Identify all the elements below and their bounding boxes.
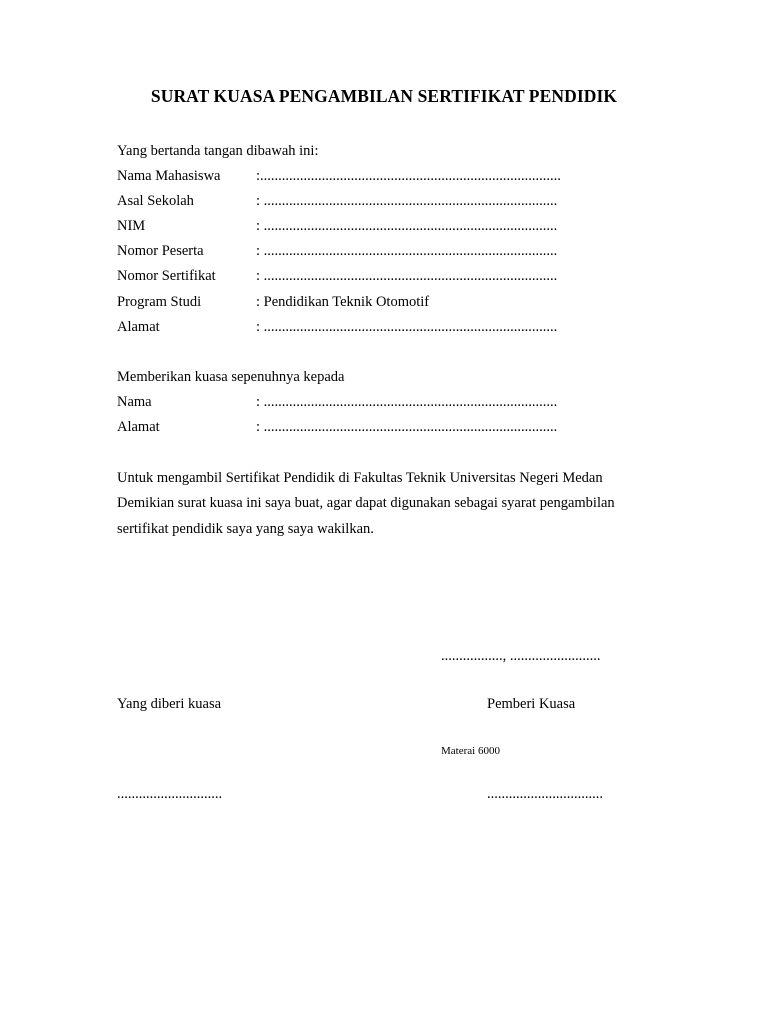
field-label-program-studi: Program Studi	[117, 294, 202, 310]
field-label-alamat: Alamat	[117, 319, 160, 335]
field-value-nama-mahasiswa: :...................................................................................	[256, 168, 561, 184]
body-line-1: Untuk mengambil Sertifikat Pendidik di Fakultas Teknik Universitas Negeri Medan	[117, 470, 603, 486]
document-title: SURAT KUASA PENGAMBILAN SERTIFIKAT PENDIDIK	[150, 86, 618, 106]
field-label-nama-mahasiswa: Nama Mahasiswa	[117, 168, 221, 184]
field-value-nomor-sertifikat: : .................................................................................	[256, 268, 558, 284]
recipient-label: Yang diberi kuasa	[117, 696, 222, 712]
recipient-signature-line: .............................	[117, 786, 223, 802]
place-date-line: ................., .........................	[441, 648, 601, 664]
field-label-nim: NIM	[117, 218, 146, 234]
body-line-3: sertifikat pendidik saya yang saya wakilkan.	[117, 521, 374, 537]
field-label-asal-sekolah: Asal Sekolah	[117, 193, 194, 209]
proxy-value-nama: : .................................................................................	[256, 394, 558, 410]
body-line-2: Demikian surat kuasa ini saya buat, agar dapat digunakan sebagai syarat pengambilan	[117, 495, 615, 511]
field-label-nomor-sertifikat: Nomor Sertifikat	[117, 268, 216, 284]
proxy-label-alamat: Alamat	[117, 419, 160, 435]
field-label-nomor-peserta: Nomor Peserta	[117, 243, 204, 259]
field-value-nim: : .................................................................................	[256, 218, 558, 234]
field-value-alamat: : .................................................................................	[256, 319, 558, 335]
proxy-intro-text: Memberikan kuasa sepenuhnya kepada	[117, 369, 345, 385]
field-value-asal-sekolah: : .................................................................................	[256, 193, 558, 209]
grantor-signature-line: ................................	[487, 786, 603, 802]
field-value-program-studi: : Pendidikan Teknik Otomotif	[256, 294, 430, 310]
field-value-nomor-peserta: : .................................................................................	[256, 243, 558, 259]
grantor-label: Pemberi Kuasa	[487, 696, 576, 712]
proxy-value-alamat: : .................................................................................	[256, 419, 558, 435]
intro-text: Yang bertanda tangan dibawah ini:	[117, 143, 319, 159]
stamp-note: Materai 6000	[441, 745, 500, 757]
proxy-label-nama: Nama	[117, 394, 152, 410]
